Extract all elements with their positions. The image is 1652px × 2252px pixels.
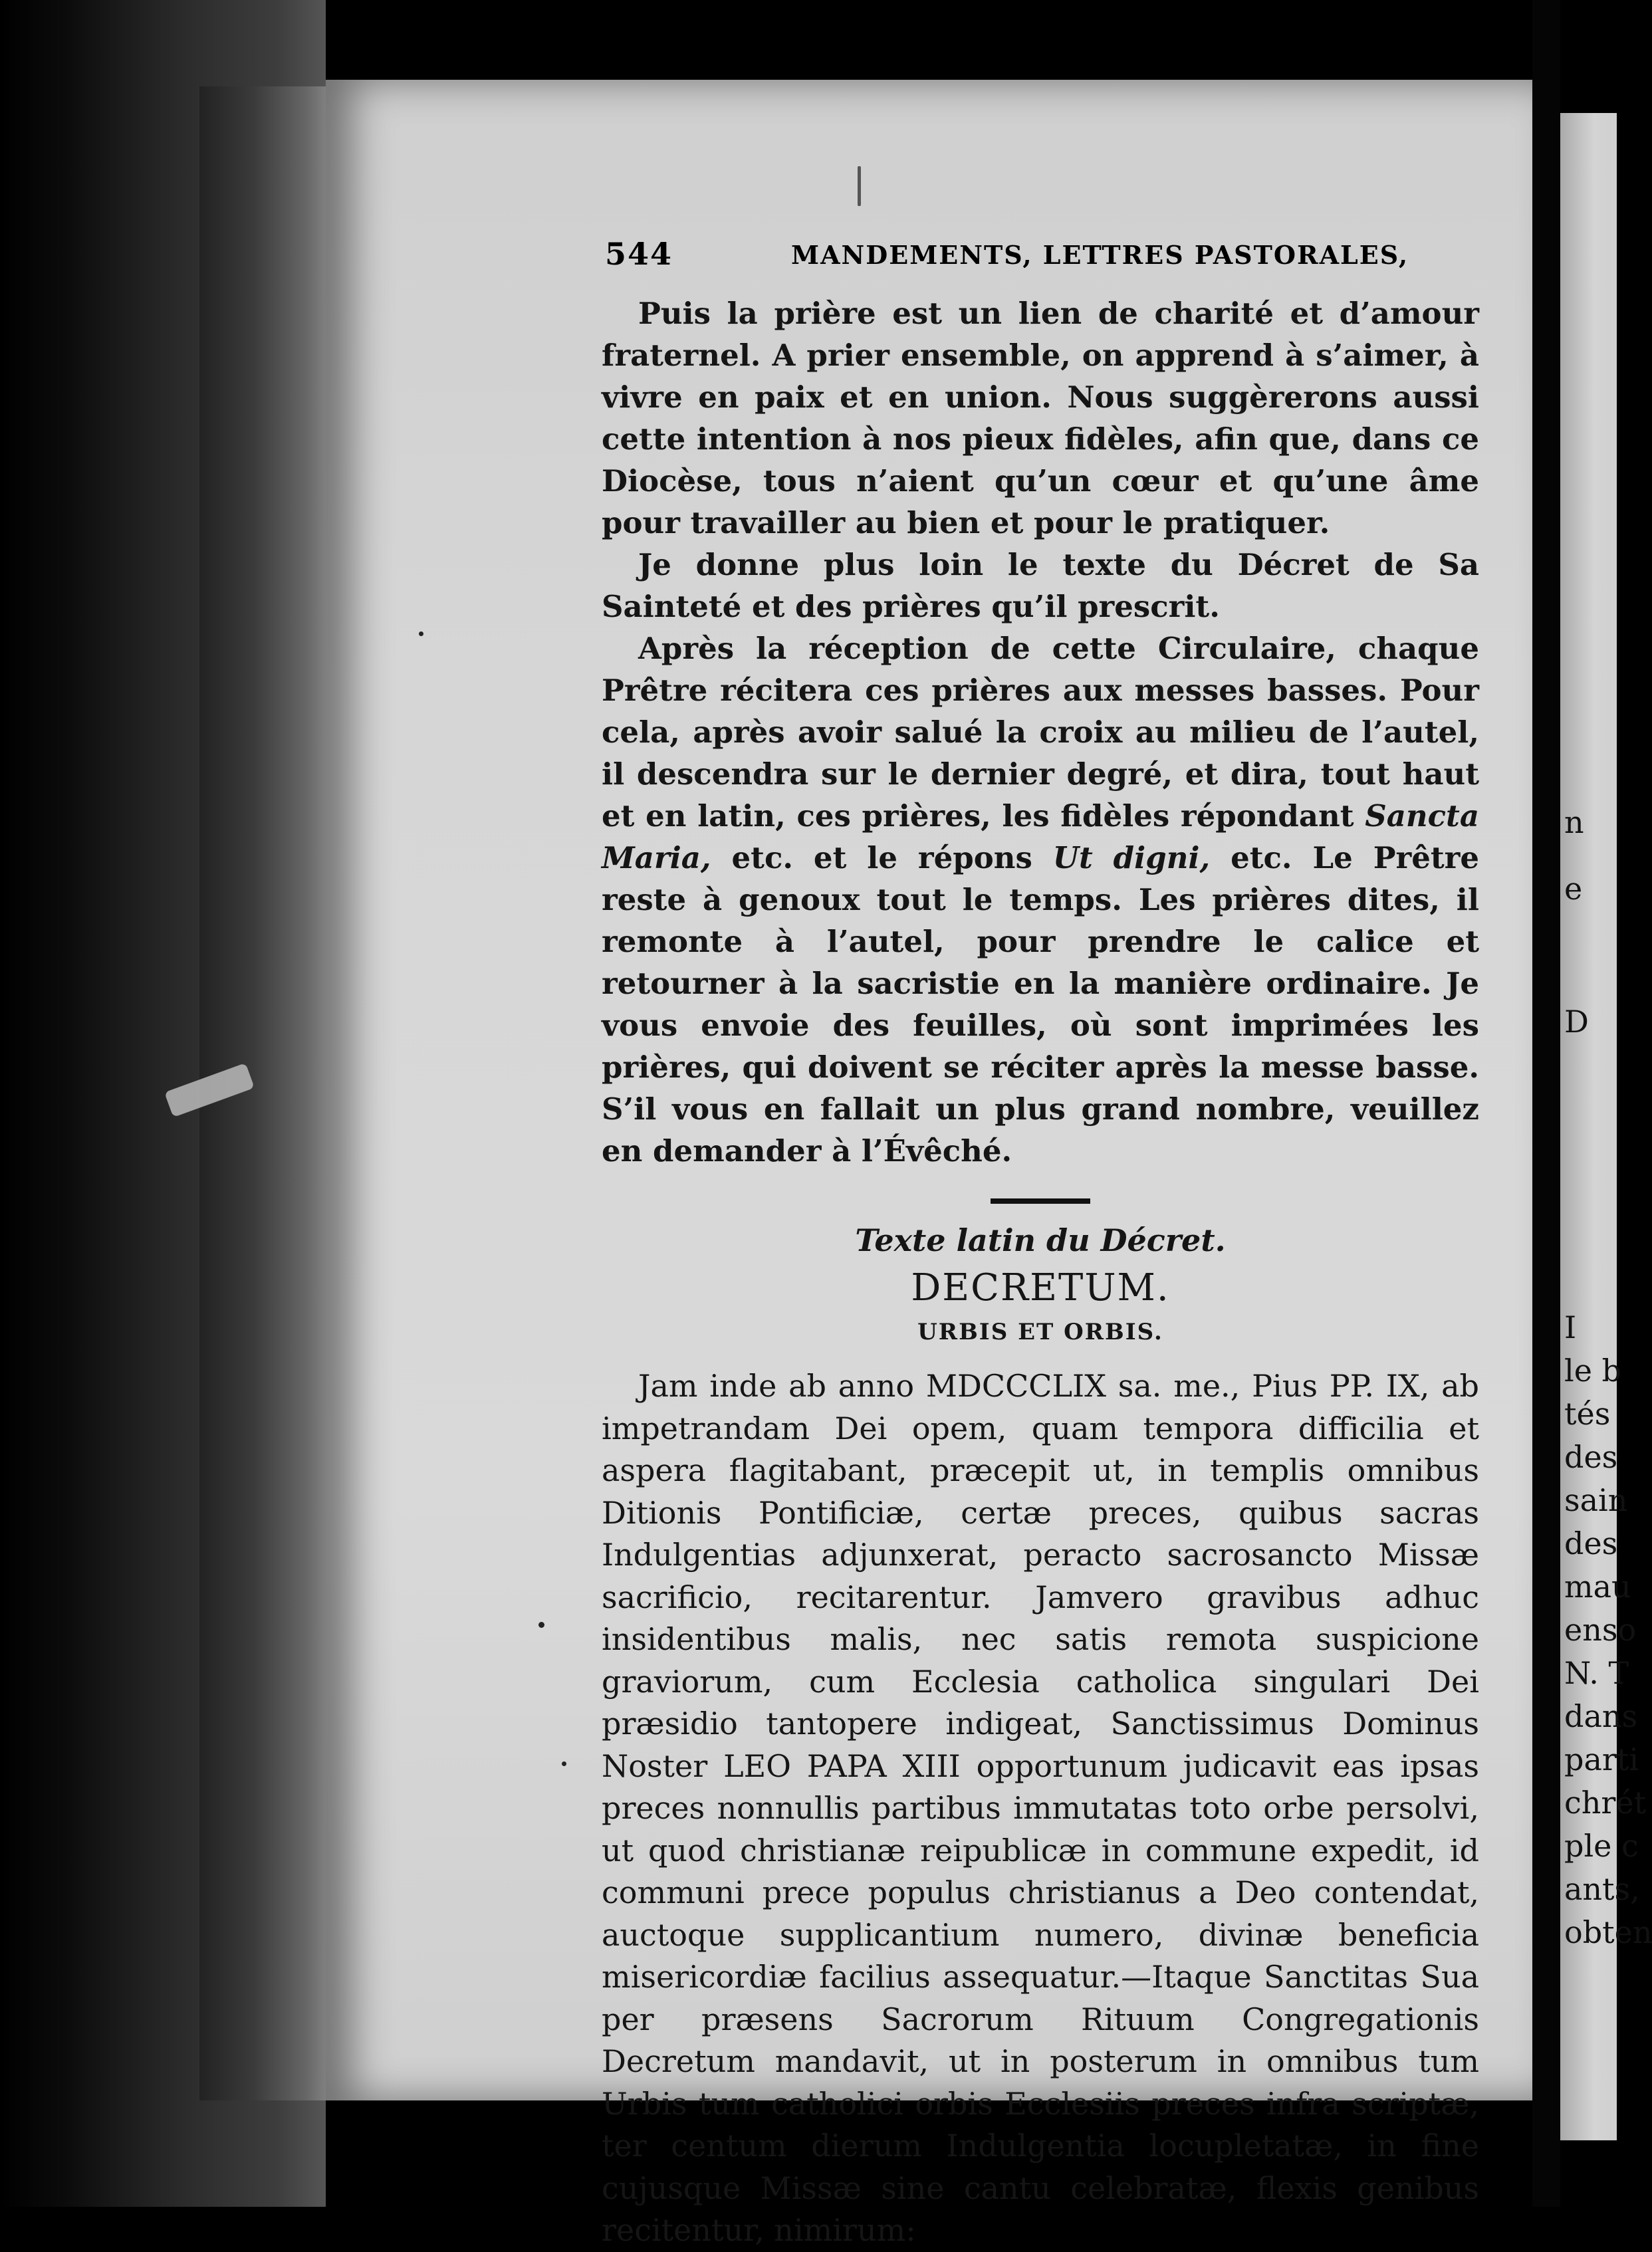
instructions-text: Après la réception de cette Circulaire, chaque Prêtre récitera ces prières aux messes basses. Pour cela, après avoir salué la croix au milieu de l’autel, il descendra sur le dernier degré, et dira, tout haut et en latin, ces prières, les fidèles répondant: [602, 631, 1479, 834]
page-body: [602, 292, 1479, 2252]
facing-page-fragments: [1560, 113, 1652, 2140]
facing-fragment: chrét: [1564, 1785, 1647, 1821]
section-rule: [991, 1198, 1090, 1204]
right-gutter: [1532, 0, 1560, 2207]
instructions-text: etc. Le Prêtre reste à genoux tout le temps. Les prières dites, il remonte à l’autel, pour prendre le calice et retourner à la sacristie en la manière ordinaire. Je vous envoie des feuilles, où sont imprimées les prières, qui doivent se réciter après la messe basse. S’il vous en fallait un plus grand nombre, veuillez en demander à l’Évêché.: [602, 840, 1480, 1169]
running-head: [605, 236, 1482, 276]
scan-speck: [858, 166, 861, 206]
facing-fragment: ple c: [1564, 1828, 1639, 1864]
decree-subheading: URBIS ET ORBIS.: [917, 1319, 1163, 1345]
facing-fragment: parti: [1564, 1742, 1639, 1777]
instructions-text: etc. et le répons: [711, 840, 1053, 875]
facing-fragment: enso: [1564, 1612, 1637, 1648]
scan-speck: [419, 631, 423, 636]
decree-subtitle: Texte latin du Décret.: [855, 1222, 1226, 1258]
sancta-maria-italic: Sancta Maria,: [602, 798, 1479, 875]
running-title: MANDEMENTS, LETTRES PASTORALES,: [791, 240, 1409, 270]
paragraph-decree-intro: Je donne plus loin le texte du Décret de Sa Sainteté et des prières qu’il prescrit.: [602, 547, 1479, 624]
facing-fragment: I: [1564, 1309, 1577, 1345]
scan-speck: [562, 1761, 566, 1766]
facing-fragment: e: [1564, 871, 1583, 907]
facing-fragment: obten: [1564, 1914, 1652, 1950]
facing-fragment: tés: [1564, 1396, 1611, 1432]
scan-speck: [538, 1622, 544, 1628]
ut-digni-italic: Ut digni,: [1052, 840, 1211, 875]
facing-page: [1560, 113, 1652, 2140]
decree-text: Jam inde ab anno MDCCCLIX sa. me., Pius PP. IX, ab impetrandam Dei opem, quam tempora difficilia et aspera flagitabant, præcepit ut, in templis omnibus Ditionis Pontificiæ, certæ preces, quibus sacras Indulgentias adjunxerat, peracto sacrosancto Missæ sacrificio, recitarentur. Jamvero gravibus adhuc insidentibus malis, nec satis remota suspicione graviorum, cum Ecclesia catholica singulari Dei præsidio tantopere indigeat, Sanctissimus Dominus Noster LEO PAPA XIII opportunum judicavit eas ipsas preces nonnullis partibus immutatas toto orbe persolvi, ut quod christianæ reipublicæ in commune expedit, id communi prece populus christianus a Deo contendat, auctoque supplicantium numero, divinæ beneficia misericordiæ facilius assequatur.—Itaque Sanctitas Sua per præsens Sacrorum Rituum Congregationis Decretum mandavit, ut in posterum in omnibus tum Urbis tum catholici orbis Ecclesiis preces infra scriptæ, ter centum dierum Indulgentia locupletatæ, in fine cujusque Missæ sine cantu celebratæ, flexis genibus recitentur, nimirum:: [602, 1368, 1479, 2248]
facing-fragment: n: [1564, 804, 1584, 840]
facing-fragment: des: [1564, 1439, 1618, 1475]
decree-title: DECRETUM.: [911, 1266, 1170, 1309]
facing-fragment: sain: [1564, 1482, 1628, 1518]
facing-fragment: mau: [1564, 1569, 1631, 1605]
paragraph-charity: Puis la prière est un lien de charité et d’amour fraternel. A prier ensemble, on apprend à s’aimer, à vivre en paix et en union. Nous suggèrerons aussi cette intention à nos pieux fidèles, afin que, dans ce Diocèse, tous n’aient qu’un cœur et qu’une âme pour travailler au bien et pour le pratiquer.: [602, 296, 1479, 540]
page-number: 544: [605, 236, 673, 272]
facing-fragment: des: [1564, 1525, 1618, 1561]
facing-fragment: N. T: [1564, 1655, 1629, 1691]
facing-fragment: D: [1564, 1004, 1589, 1040]
facing-fragment: ants,: [1564, 1871, 1640, 1907]
facing-fragment: dans: [1564, 1698, 1638, 1734]
facing-fragment: le b: [1564, 1353, 1622, 1389]
paragraph-instructions: [602, 627, 1479, 1172]
